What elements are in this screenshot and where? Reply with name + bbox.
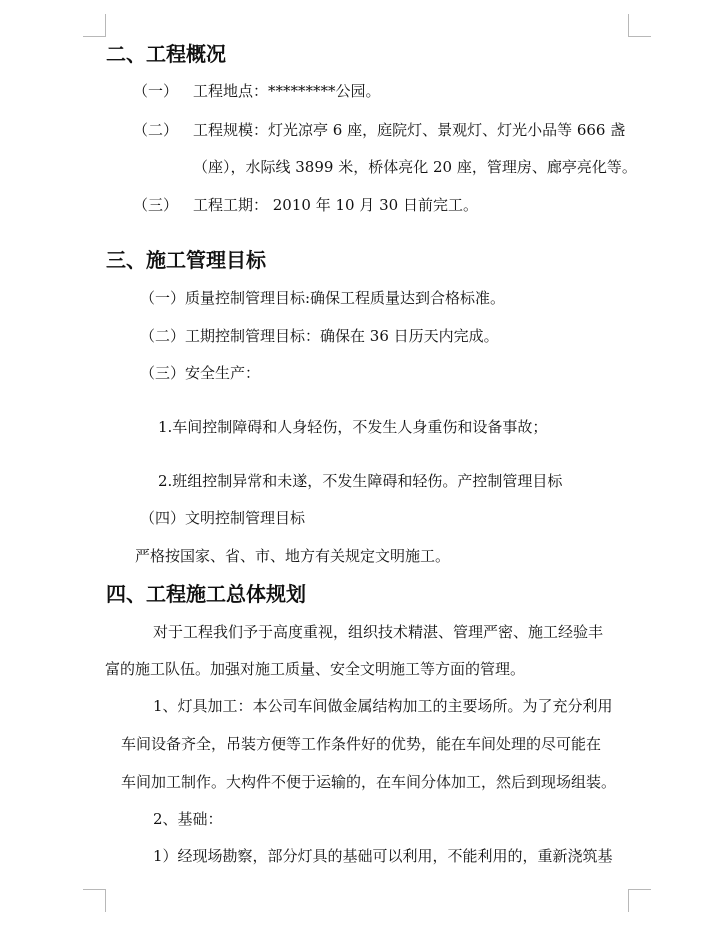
crop-mark-top-left [83,14,106,37]
project-scale-line-1: 工程规模：灯光凉亭 6 座，庭院灯、景观灯、灯光小品等 666 盏 [193,121,626,139]
section-heading-management-goals: 三、施工管理目标 [106,248,266,272]
plan-paragraph-1-line-2: 富的施工队伍。加强对施工质量、安全文明施工等方面的管理。 [105,660,526,678]
safety-heading: （三）安全生产： [140,364,261,382]
lamp-processing-line-2: 车间设备齐全，吊装方便等工作条件好的优势，能在车间处理的尽可能在 [121,735,602,753]
safety-item-2: 2.班组控制异常和未遂，不发生障碍和轻伤。产控制管理目标 [158,472,563,490]
list-number: （三） [133,196,179,214]
civil-goal: （四）文明控制管理目标 [140,509,306,527]
safety-item-1: 1.车间控制障碍和人身轻伤，不发生人身重伤和设备事故； [158,418,548,436]
list-number: （二） [133,121,179,139]
lamp-processing-line-3: 车间加工制作。大构件不便于运输的，在车间分体加工，然后到现场组装。 [121,773,617,791]
project-schedule: 工程工期： 2010 年 10 月 30 日前完工。 [193,196,478,214]
civil-goal-text: 严格按国家、省、市、地方有关规定文明施工。 [135,547,451,565]
list-number: （一） [133,82,179,100]
crop-mark-bottom-right [628,889,651,912]
foundation-item-1: 1）经现场勘察，部分灯具的基础可以利用，不能利用的，重新浇筑基 [153,847,613,865]
section-heading-overview: 二、工程概况 [106,42,226,66]
project-scale-line-2: （座），水际线 3899 米，桥体亮化 20 座，管理房、廊亭亮化等。 [193,158,637,176]
crop-mark-top-right [628,14,651,37]
foundation-heading: 2、基础： [153,810,223,828]
lamp-processing-line-1: 1、灯具加工：本公司车间做金属结构加工的主要场所。为了充分利用 [153,697,613,715]
plan-paragraph-1-line-1: 对于工程我们予于高度重视，组织技术精湛、管理严密、施工经验丰 [153,623,604,641]
section-heading-overall-plan: 四、工程施工总体规划 [106,582,306,606]
schedule-goal: （二）工期控制管理目标：确保在 36 日历天内完成。 [140,327,499,345]
project-location: 工程地点：*********公园。 [193,82,381,100]
quality-goal: （一）质量控制管理目标:确保工程质量达到合格标准。 [140,289,506,307]
crop-mark-bottom-left [83,889,106,912]
